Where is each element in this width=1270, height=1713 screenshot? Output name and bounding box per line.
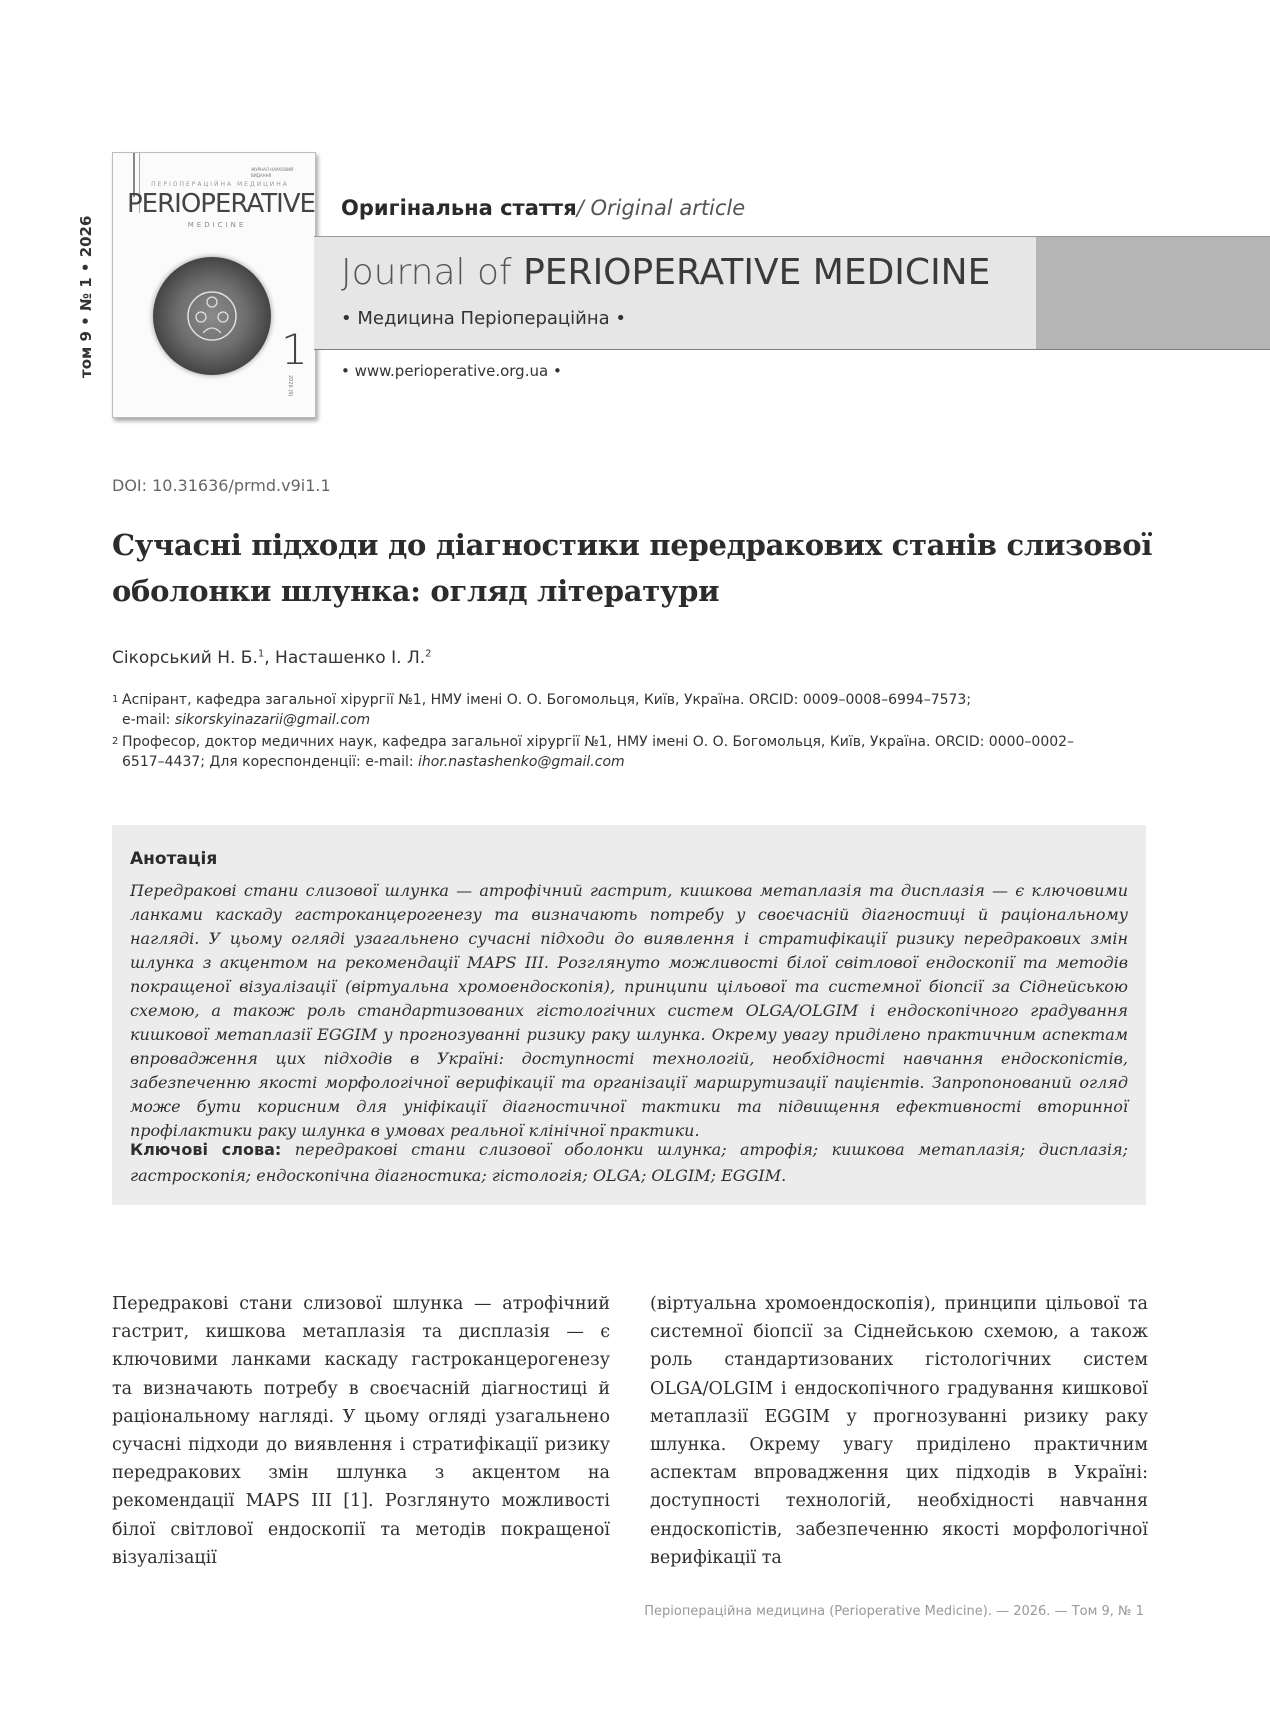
- keywords-label: Ключові слова:: [130, 1140, 282, 1159]
- article-type: [341, 196, 745, 220]
- cover-issue-number: 1: [281, 325, 308, 374]
- header-rule-bottom: [314, 349, 1270, 350]
- abstract-text: Передракові стани слизової шлунка — атрофічний гастрит, кишкова метаплазія та дисплазія — є ключовими ланками каскаду гастроканцерогенезу та визначають потребу у своєчасній діагностиці й раціональному нагляді. У цьому огляді узагальнено сучасні підходи до виявлення і стратифікації ризику передракових змін шлунка з акцентом на рекомендації MAPS III. Розглянуто можливості білої світлової ендоскопії та методів покращеної візуалізації (віртуальна хромоендоскопія), принципи цільової та системної біопсії за Сіднейською схемою, а також роль стандартизованих гістологічних систем OLGA/OLGIM і ендоскопічного градування кишкової метаплазії EGGIM у прогнозуванні ризику раку шлунка. Окрему увагу приділено практичним аспектам впровадження цих підходів в Україні: доступності технологій, необхідності навчання ендоскопістів, забезпеченню якості морфологічної верифікації та організації маршрутизації пацієнтів. Запропонований огляд може бути корисним для уніфікації діагностичної тактики та підвищення ефективності вторинної профілактики раку шлунка в умовах реальної клінічної практики.: [130, 881, 1128, 1140]
- author-2-sup: 2: [425, 648, 432, 660]
- cover-title: PERIOPERATIVE: [127, 189, 315, 219]
- journal-subtitle: • Медицина Періопераційна •: [341, 308, 626, 329]
- author-1: Сікорський Н. Б.: [112, 648, 258, 668]
- cover-circle-emblem: [153, 257, 271, 375]
- journal-cover-image: [112, 152, 316, 418]
- affiliation-1: [112, 690, 1112, 730]
- page-footer: Періопераційна медицина (Perioperative Medicine). — 2026. — Том 9, № 1: [644, 1604, 1144, 1619]
- affiliation-1-number: 1: [112, 694, 119, 705]
- journal-title-name: PERIOPERATIVE MEDICINE: [523, 252, 991, 293]
- affiliation-1-email-label: e-mail:: [122, 712, 175, 728]
- affiliation-2-email[interactable]: ihor.nastashenko@gmail.com: [418, 754, 625, 770]
- author-2: Насташенко І. Л.: [275, 648, 426, 668]
- keywords-text: передракові стани слизової оболонки шлунка; атрофія; кишкова метаплазія; дисплазія; гастроскопія; ендоскопічна діагностика; гістологія; OLGA; OLGIM; EGGIM.: [130, 1140, 1128, 1185]
- abstract-box: [112, 825, 1146, 1205]
- article-title: Сучасні підходи до діагностики передракових станів слизової оболонки шлунка: огляд літератури: [112, 528, 1153, 608]
- volume-issue-vertical: том 9 • № 1 • 2026: [77, 215, 95, 378]
- journal-url-link[interactable]: • www.perioperative.org.ua •: [341, 362, 562, 380]
- author-1-sup: 1: [257, 648, 265, 660]
- keywords: [130, 1137, 1128, 1189]
- cover-subtitle-ua: ПЕРІОПЕРАЦІЙНА МЕДИЦИНА: [151, 181, 289, 188]
- affiliation-2-text: Професор, доктор медичних наук, кафедра загальної хірургії №1, НМУ імені О. О. Богомольця, Київ, Україна. ORCID: 0000–0002–6517–4437; Для кореспонденції: e-mail:: [122, 734, 1075, 770]
- body-column-left: Передракові стани слизової шлунка — атрофічний гастрит, кишкова метаплазія та дисплазія — є ключовими ланками каскаду гастроканцерогенезу та визначають потребу в своєчасній діагностиці й раціональному нагляді. У цьому огляді узагальнено сучасні підходи до виявлення і стратифікації ризику передракових змін шлунка з акцентом на рекомендації MAPS III [1]. Розглянуто можливості білої світлової ендоскопії та методів покращеної візуалізації: [112, 1294, 610, 1568]
- authors-line: [112, 648, 432, 668]
- affiliation-1-text: Аспірант, кафедра загальної хірургії №1, НМУ імені О. О. Богомольця, Київ, Україна. ORCID: 0009–0008–6994–7573;: [122, 692, 972, 708]
- affiliation-2-number: 2: [112, 736, 119, 747]
- affiliation-2: [112, 732, 1112, 772]
- body-column-right: (віртуальна хромоендоскопія), принципи цільової та системної біопсії за Сіднейською схемою, а також роль стандартизованих гістологічних систем OLGA/OLGIM і ендоскопічного градування кишкової метаплазії EGGIM у прогнозуванні ризику раку шлунка. Окрему увагу приділено практичним аспектам впровадження цих підходів в Україні: доступності технологій, необхідності навчання ендоскопістів, забезпеченню якості морфологічної верифікації та: [650, 1294, 1148, 1568]
- affiliation-1-email[interactable]: sikorskyinazarii@gmail.com: [174, 712, 371, 728]
- cover-subtitle: MEDICINE: [187, 221, 247, 229]
- doi-link[interactable]: DOI: 10.31636/prmd.v9i1.1: [112, 476, 331, 495]
- cover-top-note: ЖУРНАЛ НАУКОВИЙ ВИДАННЯ: [251, 167, 294, 178]
- cover-year: 2026 (9): [287, 375, 293, 397]
- abstract-heading: Анотація: [130, 849, 218, 869]
- journal-title: [341, 252, 990, 293]
- journal-title-prefix: Journal of: [341, 252, 524, 293]
- article-type-ua: Оригінальна стаття: [341, 196, 577, 220]
- people-icon: [153, 257, 271, 375]
- header-band-accent: [1036, 237, 1270, 349]
- author-separator: ,: [264, 648, 276, 668]
- article-type-en: / Original article: [576, 196, 746, 220]
